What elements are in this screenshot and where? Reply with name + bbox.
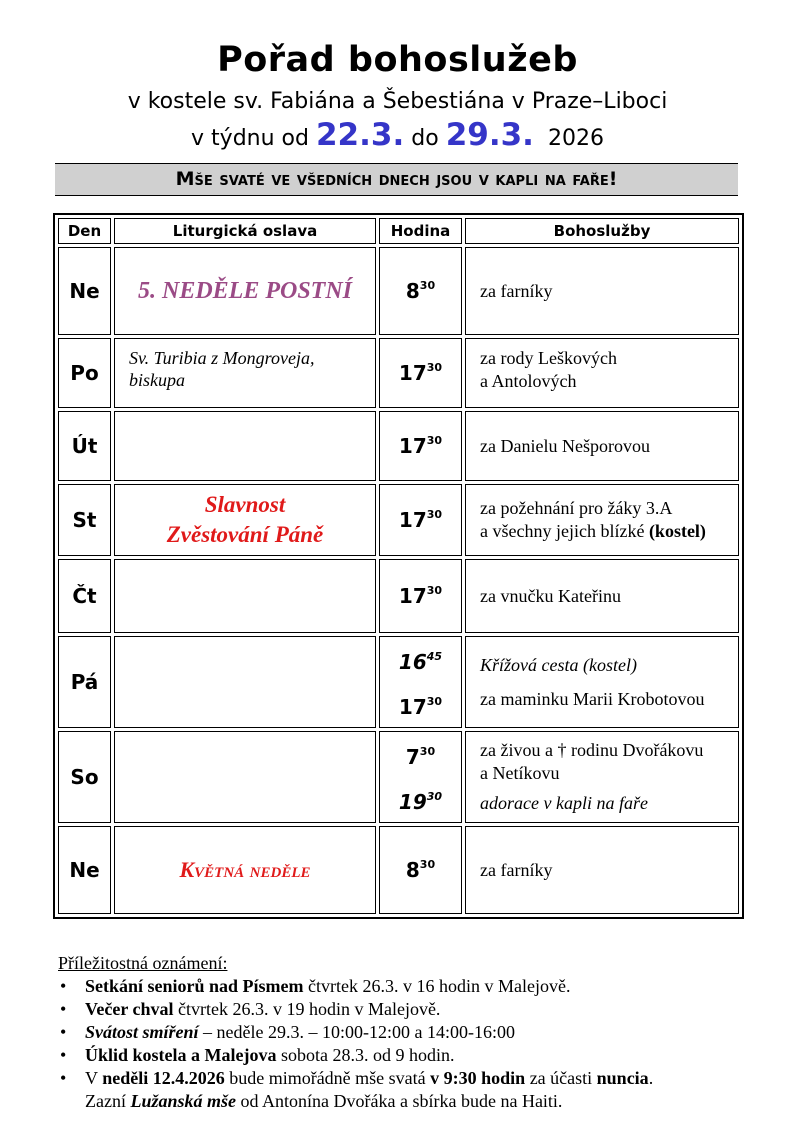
celebration-cell: Květná neděle [114, 826, 376, 914]
table-row [58, 826, 739, 914]
header-services: Bohoslužby [465, 218, 739, 244]
list-item: • Setkání seniorů nad Písmem čtvrtek 26.3. v 16 hodin v Malejově. [58, 975, 758, 998]
header-time: Hodina [379, 218, 462, 244]
day-cell: St [58, 484, 111, 556]
services-cell: za Danielu Nešporovou [465, 411, 739, 481]
table-row [58, 636, 739, 728]
celebration-cell: Sv. Turibia z Mongroveja, biskupa [114, 338, 376, 408]
list-item: • V neděli 12.4.2026 bude mimořádně mše svatá v 9:30 hodin za účasti nuncia. Zazní Lužanská mše od Antonína Dvořáka a sbírka bude na Haiti. [58, 1067, 758, 1113]
announcements-heading: Příležitostná oznámení: [58, 953, 228, 973]
day-cell: Ne [58, 826, 111, 914]
week-prefix: v týdnu od [191, 126, 309, 151]
services-cell: Křížová cesta (kostel) za maminku Marii Krobotovou [465, 636, 739, 728]
services-cell: za vnučku Kateřinu [465, 559, 739, 633]
week-year: 2026 [547, 126, 604, 151]
time-cell: $8^{30}$ [379, 826, 462, 914]
services-cell: za farníky [465, 826, 739, 914]
day-cell: Ne [58, 247, 111, 335]
day-cell: Út [58, 411, 111, 481]
day-cell: Pá [58, 636, 111, 728]
time-cell: $17^{30}$ [379, 411, 462, 481]
services-cell: za živou a † rodinu Dvořákovu a Netíkovu adorace v kapli na faře [465, 731, 739, 823]
day-cell: Po [58, 338, 111, 408]
time-cell: $17^{30}$ [379, 484, 462, 556]
announcements [58, 952, 758, 1113]
page-title: Pořad bohoslužeb [217, 40, 578, 80]
celebration-cell [114, 636, 376, 728]
day-cell: Čt [58, 559, 111, 633]
table-row [58, 247, 739, 335]
week-range [0, 117, 795, 153]
church-subtitle: v kostele sv. Fabiána a Šebestiána v Praze–Liboci [127, 89, 668, 114]
schedule-table [53, 213, 744, 919]
table-row [58, 484, 739, 556]
week-from: 22.3. [315, 117, 405, 153]
time-cell: $17^{30}$ [379, 338, 462, 408]
list-item: • Svátost smíření – neděle 29.3. – 10:00-12:00 a 14:00-16:00 [58, 1021, 758, 1044]
time-cell: $16^{45}$ $17^{30}$ [379, 636, 462, 728]
celebration-cell [114, 411, 376, 481]
time-cell: $17^{30}$ [379, 559, 462, 633]
table-row [58, 559, 739, 633]
header-day: Den [58, 218, 111, 244]
celebration-cell: 5. NEDĚLE POSTNÍ [114, 247, 376, 335]
week-to: 29.3. [445, 117, 534, 153]
day-cell: So [58, 731, 111, 823]
header-celebration: Liturgická oslava [114, 218, 376, 244]
time-cell: $7^{30}$ $19^{30}$ [379, 731, 462, 823]
celebration-cell [114, 731, 376, 823]
services-cell: za rody Leškových a Antolových [465, 338, 739, 408]
table-header-row [58, 218, 739, 244]
list-item: • Večer chval čtvrtek 26.3. v 19 hodin v Malejově. [58, 998, 758, 1021]
table-row [58, 731, 739, 823]
celebration-cell [114, 559, 376, 633]
list-item: • Úklid kostela a Malejova sobota 28.3. od 9 hodin. [58, 1044, 758, 1067]
weekday-mass-banner: Mše svaté ve všedních dnech jsou v kapli na faře! [55, 163, 738, 196]
celebration-cell: Slavnost Zvěstování Páně [114, 484, 376, 556]
week-mid: do [411, 126, 439, 151]
table-row [58, 411, 739, 481]
table-row [58, 338, 739, 408]
services-cell: za farníky [465, 247, 739, 335]
time-cell: $8^{30}$ [379, 247, 462, 335]
services-cell: za požehnání pro žáky 3.A a všechny jejich blízké (kostel) [465, 484, 739, 556]
